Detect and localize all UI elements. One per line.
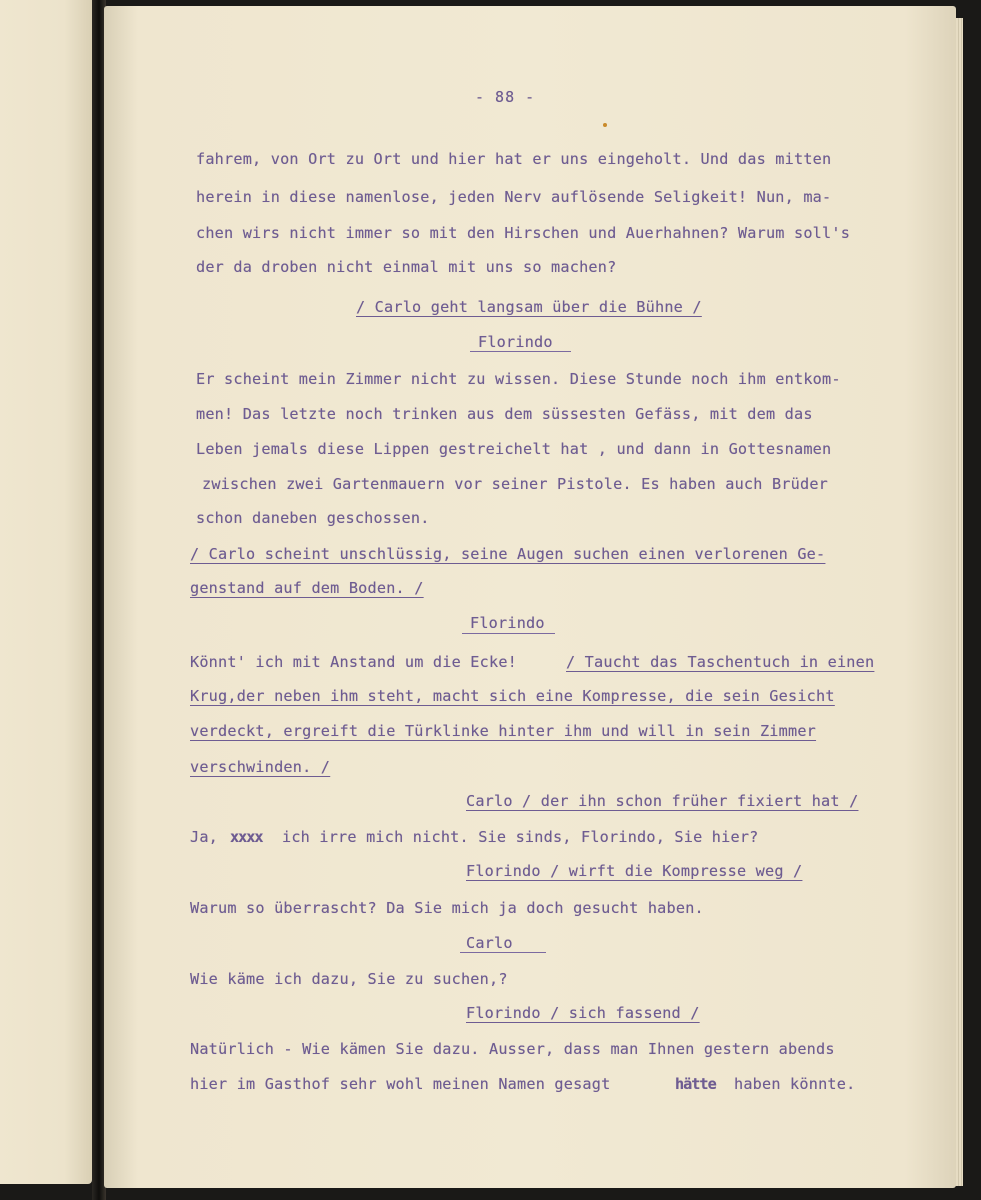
stage-direction: / Taucht das Taschentuch in einen bbox=[566, 653, 875, 671]
text-line: fahrem, von Ort zu Ort und hier hat er uns eingeholt. Und das mitten bbox=[196, 150, 832, 168]
stage-direction: / Carlo geht langsam über die Bühne / bbox=[356, 298, 702, 316]
text-line: Warum so überrascht? Da Sie mich ja doch gesucht haben. bbox=[190, 899, 704, 917]
speaker-direction: Florindo / wirft die Kompresse weg / bbox=[466, 862, 803, 880]
speaker-underline bbox=[460, 952, 546, 953]
text-line: haben könnte. bbox=[734, 1075, 856, 1093]
stage-direction: / Carlo scheint unschlüssig, seine Augen suchen einen verlorenen Ge- bbox=[190, 545, 826, 563]
text-line: Natürlich - Wie kämen Sie dazu. Ausser, dass man Ihnen gestern abends bbox=[190, 1040, 835, 1058]
text-line: ich irre mich nicht. Sie sinds, Florindo, Sie hier? bbox=[282, 828, 759, 846]
text-line: chen wirs nicht immer so mit den Hirschen und Auerhahnen? Warum soll's bbox=[196, 224, 851, 242]
text-line: Ja, bbox=[190, 828, 219, 846]
speaker-underline bbox=[462, 633, 555, 634]
speaker-name: Carlo bbox=[466, 934, 513, 952]
text-line: zwischen zwei Gartenmauern vor seiner Pistole. Es haben auch Brüder bbox=[202, 475, 829, 493]
text-line: hier im Gasthof sehr wohl meinen Namen gesagt bbox=[190, 1075, 611, 1093]
text-line: schon daneben geschossen. bbox=[196, 509, 430, 527]
speaker-direction: Carlo / der ihn schon früher fixiert hat / bbox=[466, 792, 859, 810]
speaker-name: Florindo bbox=[478, 333, 553, 351]
struck-text: xxxx bbox=[230, 828, 263, 846]
facing-page bbox=[0, 0, 92, 1184]
speaker-underline bbox=[470, 351, 571, 352]
text-line: herein in diese namenlose, jeden Nerv auflösende Seligkeit! Nun, ma- bbox=[196, 188, 832, 206]
text-line: Er scheint mein Zimmer nicht zu wissen. Diese Stunde noch ihm entkom- bbox=[196, 370, 841, 388]
text-line: men! Das letzte noch trinken aus dem süssesten Gefäss, mit dem das bbox=[196, 405, 813, 423]
page-number: - 88 - bbox=[475, 88, 536, 106]
text-line: Könnt' ich mit Anstand um die Ecke! bbox=[190, 653, 518, 671]
stage-direction: genstand auf dem Boden. / bbox=[190, 579, 424, 597]
stage-direction: verdeckt, ergreift die Türklinke hinter ihm und will in sein Zimmer bbox=[190, 722, 817, 740]
struck-text: hätte bbox=[675, 1075, 716, 1093]
text-line: Leben jemals diese Lippen gestreichelt hat , und dann in Gottesnamen bbox=[196, 440, 832, 458]
speaker-name: Florindo bbox=[470, 614, 545, 632]
stage-direction: Krug,der neben ihm steht, macht sich eine Kompresse, die sein Gesicht bbox=[190, 687, 835, 705]
text-line: Wie käme ich dazu, Sie zu suchen,? bbox=[190, 970, 508, 988]
ink-dot bbox=[603, 123, 607, 127]
speaker-direction: Florindo / sich fassend / bbox=[466, 1004, 700, 1022]
stage-direction: verschwinden. / bbox=[190, 758, 331, 776]
text-line: der da droben nicht einmal mit uns so machen? bbox=[196, 258, 617, 276]
